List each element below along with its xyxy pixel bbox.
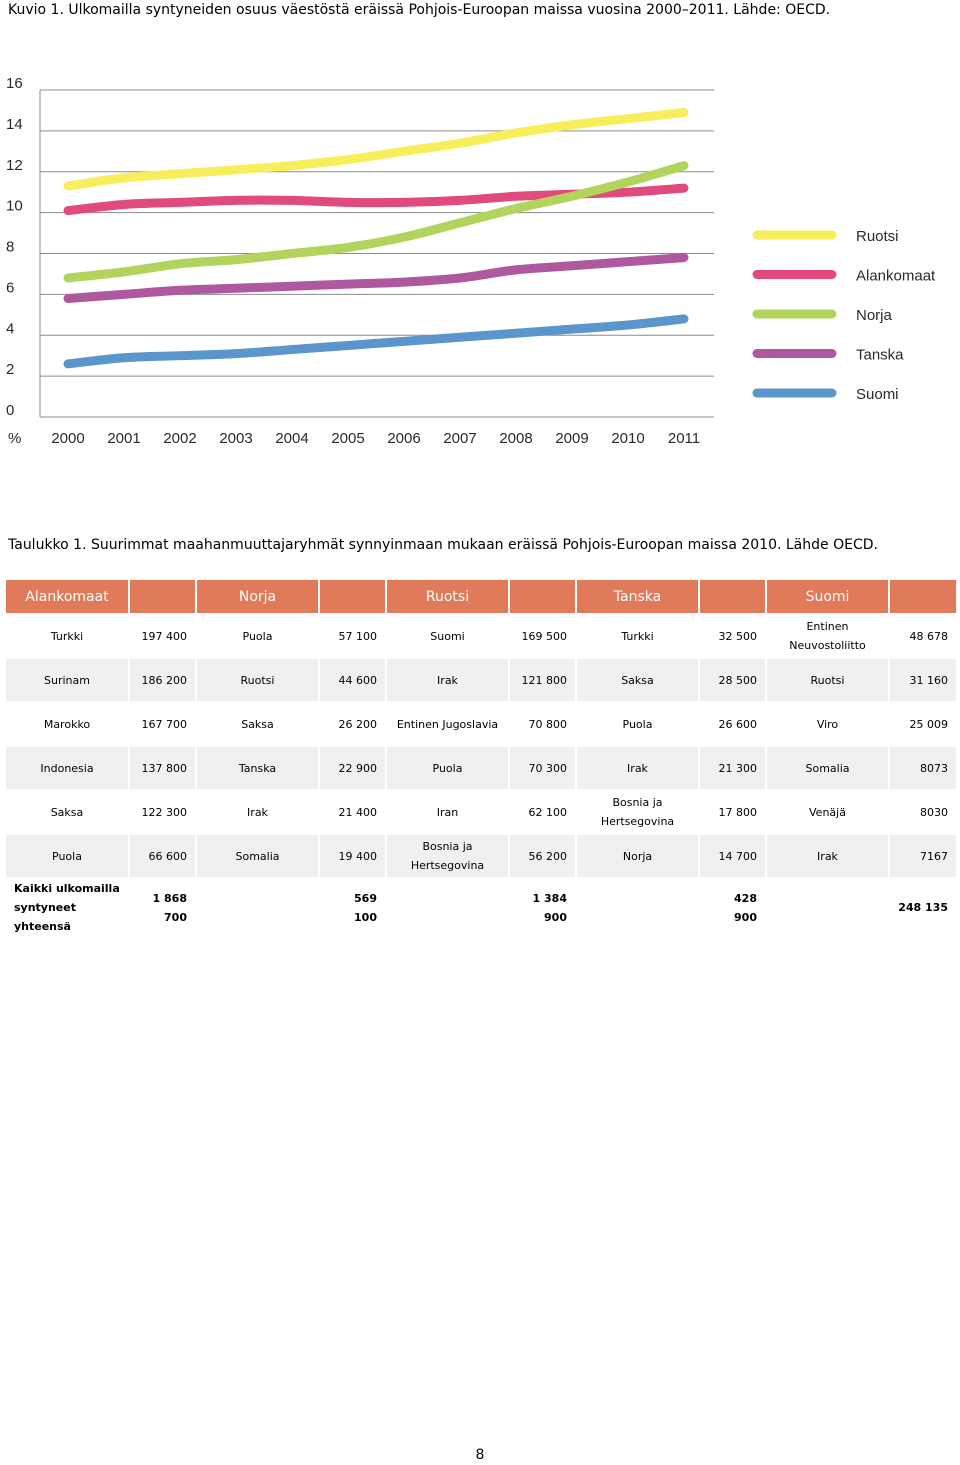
header-spacer [699, 580, 766, 614]
count-cell: 28 500 [699, 658, 766, 702]
total-value: 248 135 [889, 878, 956, 936]
x-tick-label: 2002 [163, 430, 197, 447]
table-row [6, 702, 956, 746]
y-tick-label: 4 [6, 320, 15, 338]
count-cell: 48 678 [889, 614, 956, 658]
count-cell: 21 400 [319, 790, 386, 834]
total-value: 1 868 700 [129, 878, 196, 936]
total-row [6, 878, 956, 936]
total-label: Kaikki ulkomailla syntyneet yhteensä [6, 878, 129, 936]
series-line-ruotsi [68, 112, 684, 186]
count-cell: 70 300 [509, 746, 576, 790]
origin-country-cell: Entinen Neuvostoliitto [766, 614, 889, 658]
legend-label: Norja [856, 307, 892, 324]
x-tick-label: 2011 [667, 430, 701, 447]
header-spacer [129, 580, 196, 614]
header-spacer [889, 580, 956, 614]
count-cell: 26 600 [699, 702, 766, 746]
table-row [6, 790, 956, 834]
table-row [6, 658, 956, 702]
origin-country-cell: Venäjä [766, 790, 889, 834]
origin-country-cell: Surinam [6, 658, 129, 702]
header-spacer [509, 580, 576, 614]
count-cell: 8030 [889, 790, 956, 834]
count-cell: 70 800 [509, 702, 576, 746]
count-cell: 21 300 [699, 746, 766, 790]
origin-country-cell: Viro [766, 702, 889, 746]
legend-label: Alankomaat [856, 267, 936, 285]
y-tick-label: 16 [6, 75, 23, 92]
x-tick-label: 2007 [443, 430, 477, 447]
count-cell: 17 800 [699, 790, 766, 834]
table-caption: Taulukko 1. Suurimmat maahanmuuttajaryhmät synnyinmaan mukaan eräissä Pohjois-Euroopan maissa 2010. Lähde OECD. [8, 537, 878, 553]
x-tick-label: 2008 [499, 430, 533, 447]
count-cell: 25 009 [889, 702, 956, 746]
series-line-suomi [68, 319, 684, 364]
origin-country-cell: Iran [386, 790, 509, 834]
origin-country-cell: Puola [576, 702, 699, 746]
count-cell: 66 600 [129, 834, 196, 878]
chart-caption: Kuvio 1. Ulkomailla syntyneiden osuus väestöstä eräissä Pohjois-Euroopan maissa vuosina 2000–2011. Lähde: OECD. [8, 2, 831, 18]
origin-country-cell: Indonesia [6, 746, 129, 790]
x-tick-label: 2006 [387, 430, 421, 447]
y-axis-unit-label: % [8, 430, 22, 447]
count-cell: 121 800 [509, 658, 576, 702]
x-tick-label: 2010 [611, 430, 645, 447]
total-spacer [386, 878, 509, 936]
origin-country-cell: Puola [196, 614, 319, 658]
origin-country-cell: Ruotsi [196, 658, 319, 702]
total-spacer [766, 878, 889, 936]
count-cell: 167 700 [129, 702, 196, 746]
x-tick-label: 2009 [555, 430, 589, 447]
x-tick-label: 2004 [275, 430, 309, 447]
header-country: Ruotsi [386, 580, 509, 614]
header-spacer [319, 580, 386, 614]
header-country: Suomi [766, 580, 889, 614]
total-value: 1 384 900 [509, 878, 576, 936]
count-cell: 186 200 [129, 658, 196, 702]
count-cell: 8073 [889, 746, 956, 790]
count-cell: 62 100 [509, 790, 576, 834]
origin-country-cell: Marokko [6, 702, 129, 746]
count-cell: 14 700 [699, 834, 766, 878]
total-value: 428 900 [699, 878, 766, 936]
origin-country-cell: Tanska [196, 746, 319, 790]
series-layer [68, 112, 684, 363]
origin-country-cell: Puola [6, 834, 129, 878]
count-cell: 7167 [889, 834, 956, 878]
origin-country-cell: Somalia [766, 746, 889, 790]
total-spacer [196, 878, 319, 936]
y-tick-label: 10 [6, 197, 23, 215]
y-tick-label: 8 [6, 238, 15, 256]
table-row [6, 746, 956, 790]
y-tick-label: 6 [6, 279, 15, 297]
count-cell: 31 160 [889, 658, 956, 702]
origin-country-cell: Bosnia ja Hertsegovina [576, 790, 699, 834]
header-country: Norja [196, 580, 319, 614]
x-tick-label: 2003 [219, 430, 253, 447]
count-cell: 137 800 [129, 746, 196, 790]
origin-country-cell: Ruotsi [766, 658, 889, 702]
count-cell: 57 100 [319, 614, 386, 658]
origin-country-cell: Saksa [6, 790, 129, 834]
legend-label: Suomi [856, 386, 899, 403]
origin-country-cell: Turkki [576, 614, 699, 658]
count-cell: 19 400 [319, 834, 386, 878]
legend [757, 228, 936, 403]
origin-country-cell: Bosnia ja Hertsegovina [386, 834, 509, 878]
origin-country-cell: Entinen Jugoslavia [386, 702, 509, 746]
table-row [6, 614, 956, 658]
origin-country-cell: Irak [386, 658, 509, 702]
count-cell: 22 900 [319, 746, 386, 790]
y-tick-label: 0 [6, 402, 15, 419]
y-tick-label: 12 [6, 156, 23, 174]
origin-country-cell: Turkki [6, 614, 129, 658]
origin-country-cell: Irak [576, 746, 699, 790]
count-cell: 32 500 [699, 614, 766, 658]
immigrant-groups-table [6, 580, 956, 936]
origin-country-cell: Irak [766, 834, 889, 878]
origin-country-cell: Saksa [196, 702, 319, 746]
origin-country-cell: Puola [386, 746, 509, 790]
page-number: 8 [475, 1447, 485, 1463]
origin-country-cell: Suomi [386, 614, 509, 658]
count-cell: 169 500 [509, 614, 576, 658]
origin-country-cell: Irak [196, 790, 319, 834]
header-country: Alankomaat [6, 580, 129, 614]
count-cell: 44 600 [319, 658, 386, 702]
origin-country-cell: Somalia [196, 834, 319, 878]
x-tick-label: 2005 [331, 430, 365, 447]
y-tick-label: 2 [6, 361, 15, 379]
count-cell: 26 200 [319, 702, 386, 746]
count-cell: 197 400 [129, 614, 196, 658]
grid-lines [40, 90, 714, 417]
header-country: Tanska [576, 580, 699, 614]
table-header-row [6, 580, 956, 614]
count-cell: 122 300 [129, 790, 196, 834]
total-value: 569 100 [319, 878, 386, 936]
y-tick-label: 14 [6, 115, 23, 133]
x-tick-label: 2000 [51, 430, 85, 447]
legend-label: Ruotsi [856, 228, 899, 245]
origin-country-cell: Saksa [576, 658, 699, 702]
total-spacer [576, 878, 699, 936]
line-chart [0, 60, 960, 460]
origin-country-cell: Norja [576, 834, 699, 878]
count-cell: 56 200 [509, 834, 576, 878]
table-row [6, 834, 956, 878]
x-tick-label: 2001 [107, 430, 141, 447]
legend-label: Tanska [856, 346, 904, 364]
